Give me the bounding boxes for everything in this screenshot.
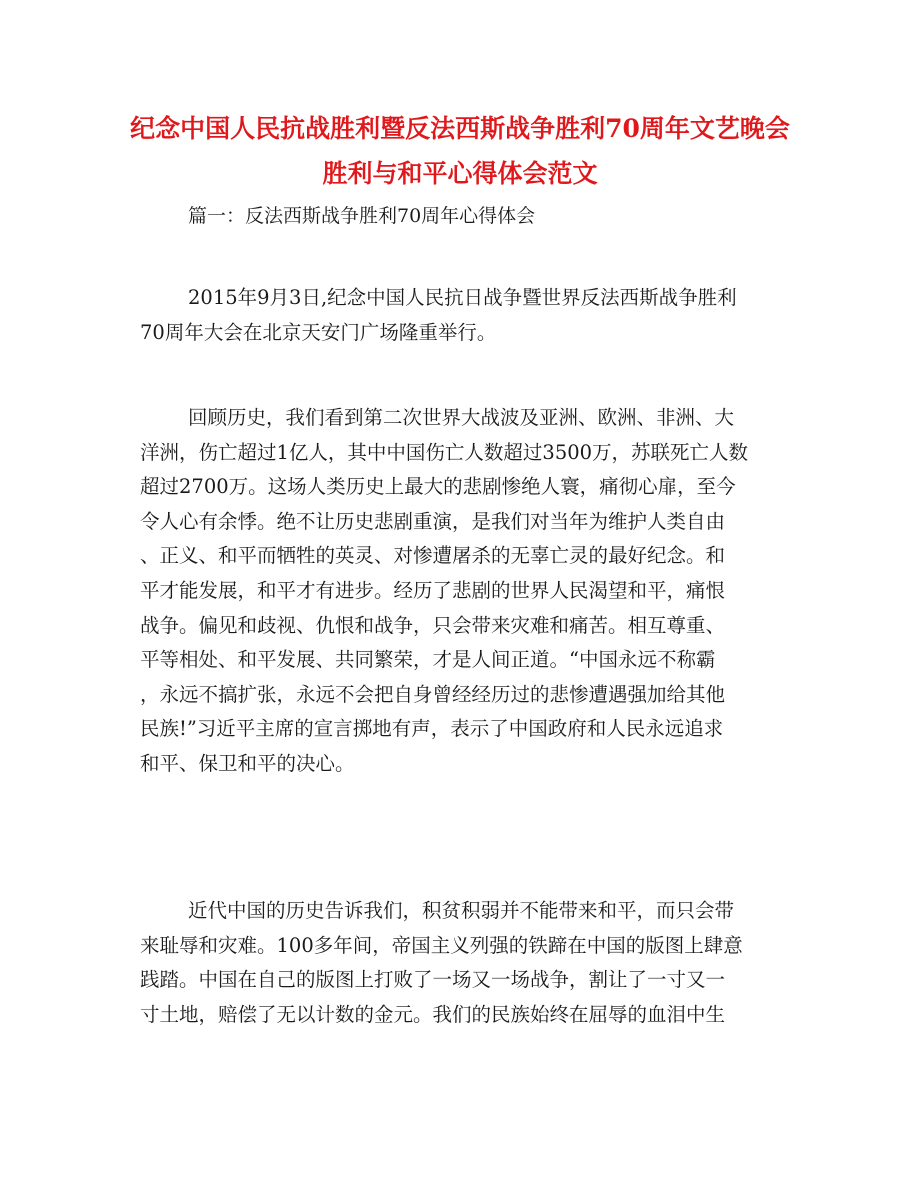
paragraph-1: [140, 281, 800, 350]
document-title-line-2: 胜利与和平心得体会范文: [322, 159, 598, 188]
paragraph-line: 、正义、和平而牺牲的英灵、对惨遭屠杀的无辜亡灵的最好纪念。和: [140, 544, 726, 568]
paragraph-line: 践踏。中国在自己的版图上打败了一场又一场战争，割让了一寸又一: [140, 968, 726, 992]
paragraph-line: 70周年大会在北京天安门广场隆重举行。: [140, 320, 497, 344]
paragraph-2: [140, 401, 800, 782]
document-title-line-1: 纪念中国人民抗战胜利暨反法西斯战争胜利70周年文艺晚会: [130, 114, 790, 143]
paragraph-line: 平等相处、和平发展、共同繁荣，才是人间正道。“中国永远不称霸: [140, 648, 716, 672]
paragraph-line: 民族!”习近平主席的宣言掷地有声，表示了中国政府和人民永远追求: [140, 717, 724, 741]
paragraph-line: 超过2700万。这场人类历史上最大的悲剧惨绝人寰，痛彻心扉，至今: [140, 475, 736, 499]
paragraph-line: 战争。偏见和歧视、仇恨和战争，只会带来灾难和痛苦。相互尊重、: [140, 613, 726, 637]
paragraph-line: 平才能发展，和平才有进步。经历了悲剧的世界人民渴望和平，痛恨: [140, 578, 726, 602]
paragraph-line: 洋洲，伤亡超过1亿人，其中中国伤亡人数超过3500万，苏联死亡人数: [140, 440, 749, 464]
paragraph-line: 回顾历史，我们看到第二次世界大战波及亚洲、欧洲、非洲、大: [188, 406, 735, 429]
paragraph-line: 来耻辱和灾难。100多年间，帝国主义列强的铁蹄在中国的版图上肆意: [140, 933, 743, 957]
paragraph-line: ，永远不搞扩张，永远不会把自身曾经经历过的悲惨遭遇强加给其他: [140, 682, 726, 706]
paragraph-line: 寸土地，赔偿了无以计数的金元。我们的民族始终在屈辱的血泪中生: [140, 1002, 726, 1026]
paragraph-line: 近代中国的历史告诉我们，积贫积弱并不能带来和平，而只会带: [188, 899, 735, 922]
paragraph-3: [140, 894, 800, 1032]
paragraph-line: 2015年9月3日,纪念中国人民抗日战争暨世界反法西斯战争胜利: [188, 286, 737, 309]
paragraph-line: 和平、保卫和平的决心。: [140, 751, 355, 775]
section-heading: 篇一：反法西斯战争胜利70周年心得体会: [188, 205, 536, 227]
paragraph-line: 令人心有余悸。绝不让历史悲剧重演，是我们对当年为维护人类自由: [140, 509, 726, 533]
